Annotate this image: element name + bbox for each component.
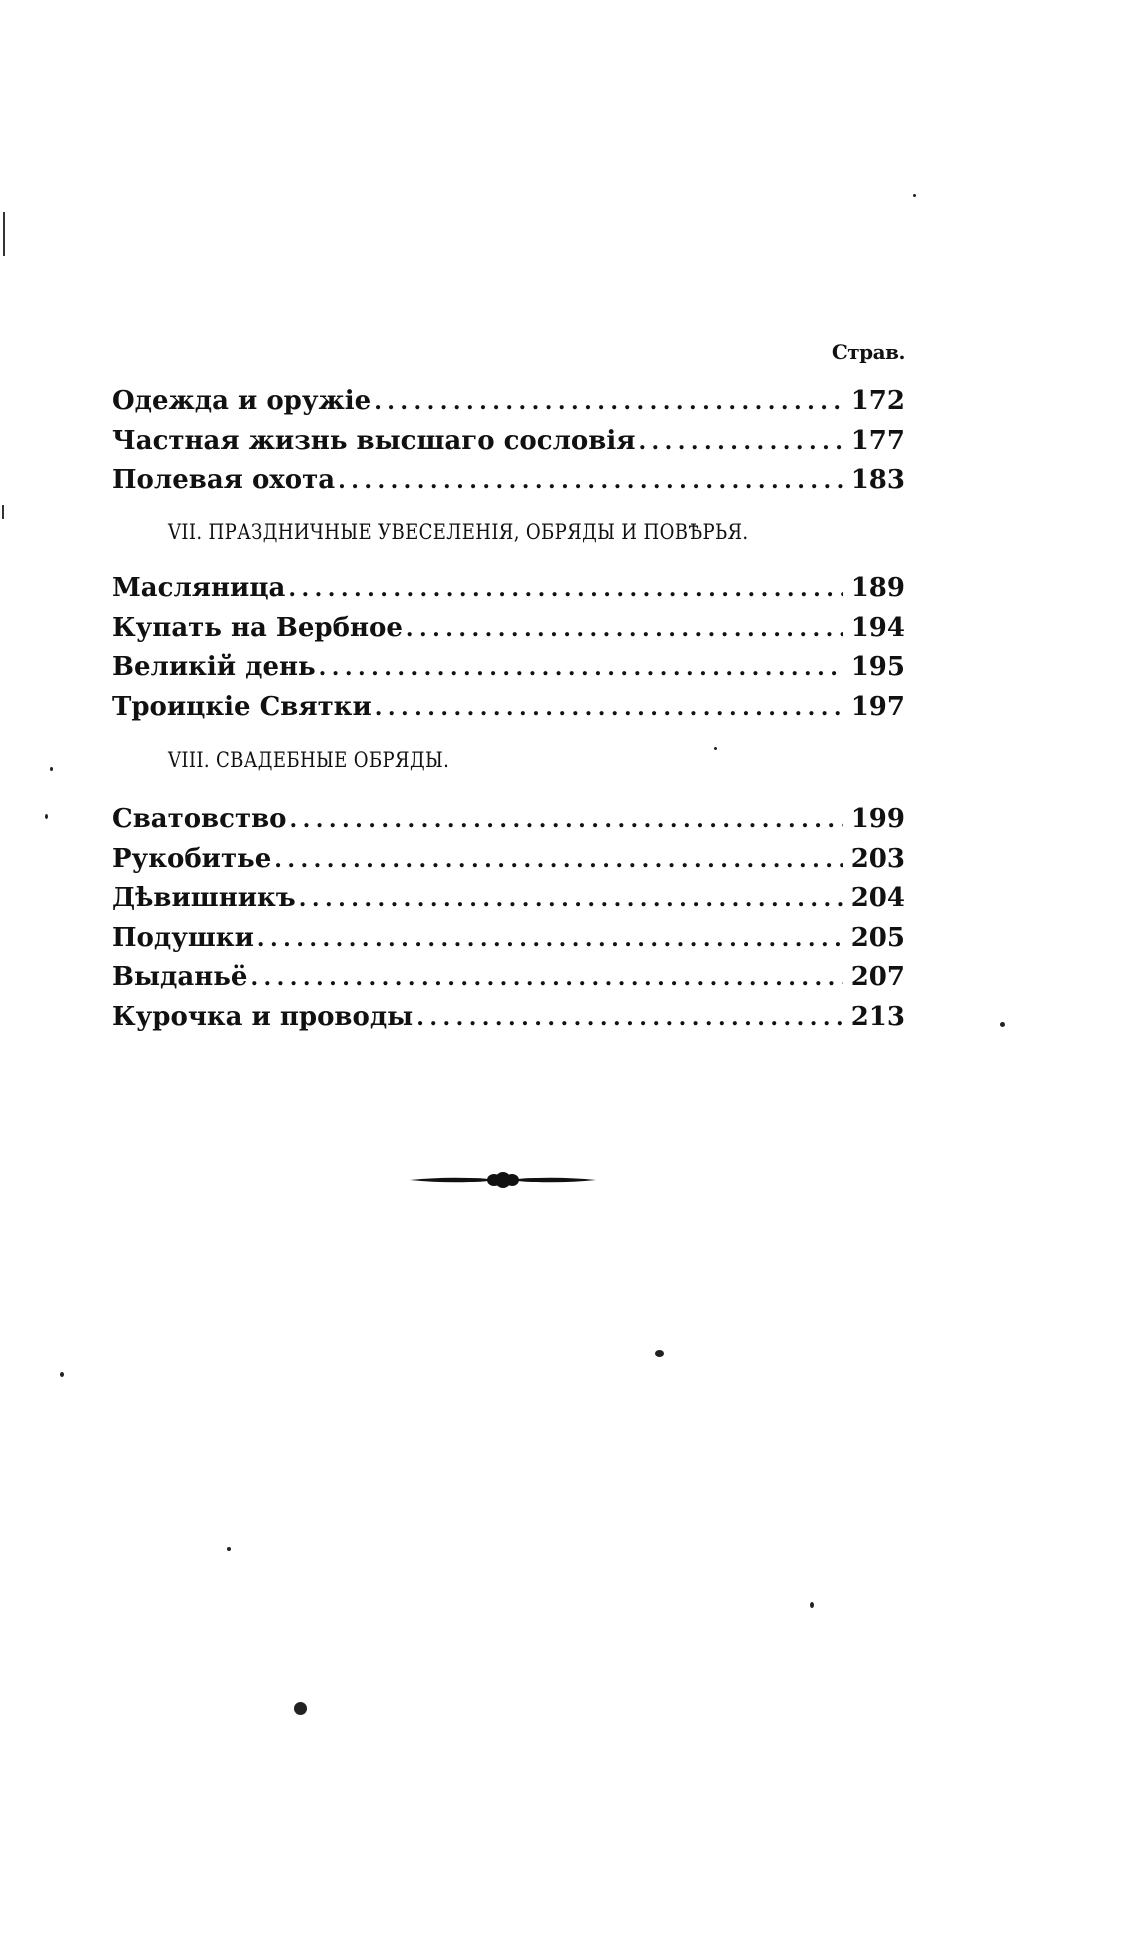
toc-entry-title: Дѣвишникъ: [112, 883, 296, 913]
toc-entry-title: Выданьё: [112, 962, 248, 992]
ink-speck: [294, 1702, 307, 1715]
toc-entry: [112, 461, 905, 501]
dot-leader: [338, 462, 843, 502]
toc-group-3: [112, 800, 905, 1037]
dot-leader: [289, 801, 843, 841]
toc-entry-title: Курочка и проводы: [112, 1001, 414, 1032]
page-column-header: Страв.: [831, 340, 905, 364]
toc-entry: [112, 648, 905, 688]
ink-speck: [714, 747, 717, 750]
toc-entry-page: 197: [850, 691, 905, 722]
scan-edge-mark: [2, 505, 4, 519]
decorative-rule-icon: [410, 1167, 596, 1193]
toc-entry: [112, 609, 905, 649]
toc-group-2: [112, 569, 905, 727]
dot-leader: [406, 610, 843, 650]
ink-speck: [60, 1372, 64, 1377]
dot-leader: [416, 999, 843, 1039]
toc-entry: [112, 998, 905, 1038]
ink-speck: [913, 194, 916, 197]
toc-entry-page: 194: [850, 612, 905, 643]
toc-entry-title: Полевая охота: [112, 465, 336, 495]
toc-entry-page: 203: [850, 843, 905, 874]
section-heading-viii: VIII. СВАДЕБНЫЕ ОБРЯДЫ.: [168, 748, 450, 772]
dot-leader: [374, 383, 843, 423]
toc-entry-page: 213: [850, 1001, 905, 1032]
toc-entry-title: Великій день: [112, 652, 316, 682]
ink-speck: [655, 1350, 664, 1357]
dot-leader: [638, 423, 843, 463]
toc-entry-page: 199: [850, 804, 905, 834]
toc-entry: [112, 958, 905, 998]
toc-entry-title: Подушки: [112, 922, 254, 953]
toc-entry: [112, 919, 905, 959]
toc-entry-title: Купать на Вербное: [112, 612, 403, 643]
toc-entry-title: Одежда и оружіе: [112, 386, 372, 416]
toc-group-1: [112, 382, 905, 501]
ink-speck: [50, 767, 53, 771]
dot-leader: [257, 920, 843, 960]
ink-speck: [1000, 1022, 1005, 1027]
ink-speck: [810, 1602, 814, 1608]
dot-leader: [288, 570, 843, 610]
dot-leader: [250, 959, 843, 999]
toc-entry-title: Сватовство: [112, 804, 287, 834]
ink-speck: [45, 814, 48, 819]
toc-entry-page: 189: [850, 573, 905, 603]
toc-entry-title: Троицкіе Святки: [112, 691, 372, 722]
ink-speck: [227, 1547, 231, 1551]
scan-edge-mark: [3, 212, 5, 256]
dot-leader: [274, 841, 843, 881]
toc-entry-title: Масляница: [112, 573, 286, 603]
toc-entry: [112, 879, 905, 919]
toc-entry-page: 177: [850, 425, 905, 456]
toc-entry-title: Частная жизнь высшаго сословія: [112, 425, 636, 456]
toc-entry-page: 207: [850, 962, 905, 992]
toc-entry: [112, 569, 905, 609]
dot-leader: [299, 880, 843, 920]
toc-entry: [112, 840, 905, 880]
toc-entry-title: Рукобитье: [112, 843, 272, 874]
toc-entry-page: 204: [850, 883, 905, 913]
toc-entry: [112, 382, 905, 422]
toc-entry: [112, 688, 905, 728]
dot-leader: [319, 649, 843, 689]
section-heading-vii: VII. ПРАЗДНИЧНЫЕ УВЕСЕЛЕНІЯ, ОБРЯДЫ И ПОВѢРЬЯ.: [168, 520, 749, 544]
toc-entry: [112, 422, 905, 462]
toc-entry-page: 172: [850, 386, 905, 416]
dot-leader: [375, 689, 843, 729]
toc-entry-page: 183: [850, 465, 905, 495]
toc-entry-page: 195: [850, 652, 905, 682]
toc-entry: [112, 800, 905, 840]
toc-entry-page: 205: [850, 922, 905, 953]
